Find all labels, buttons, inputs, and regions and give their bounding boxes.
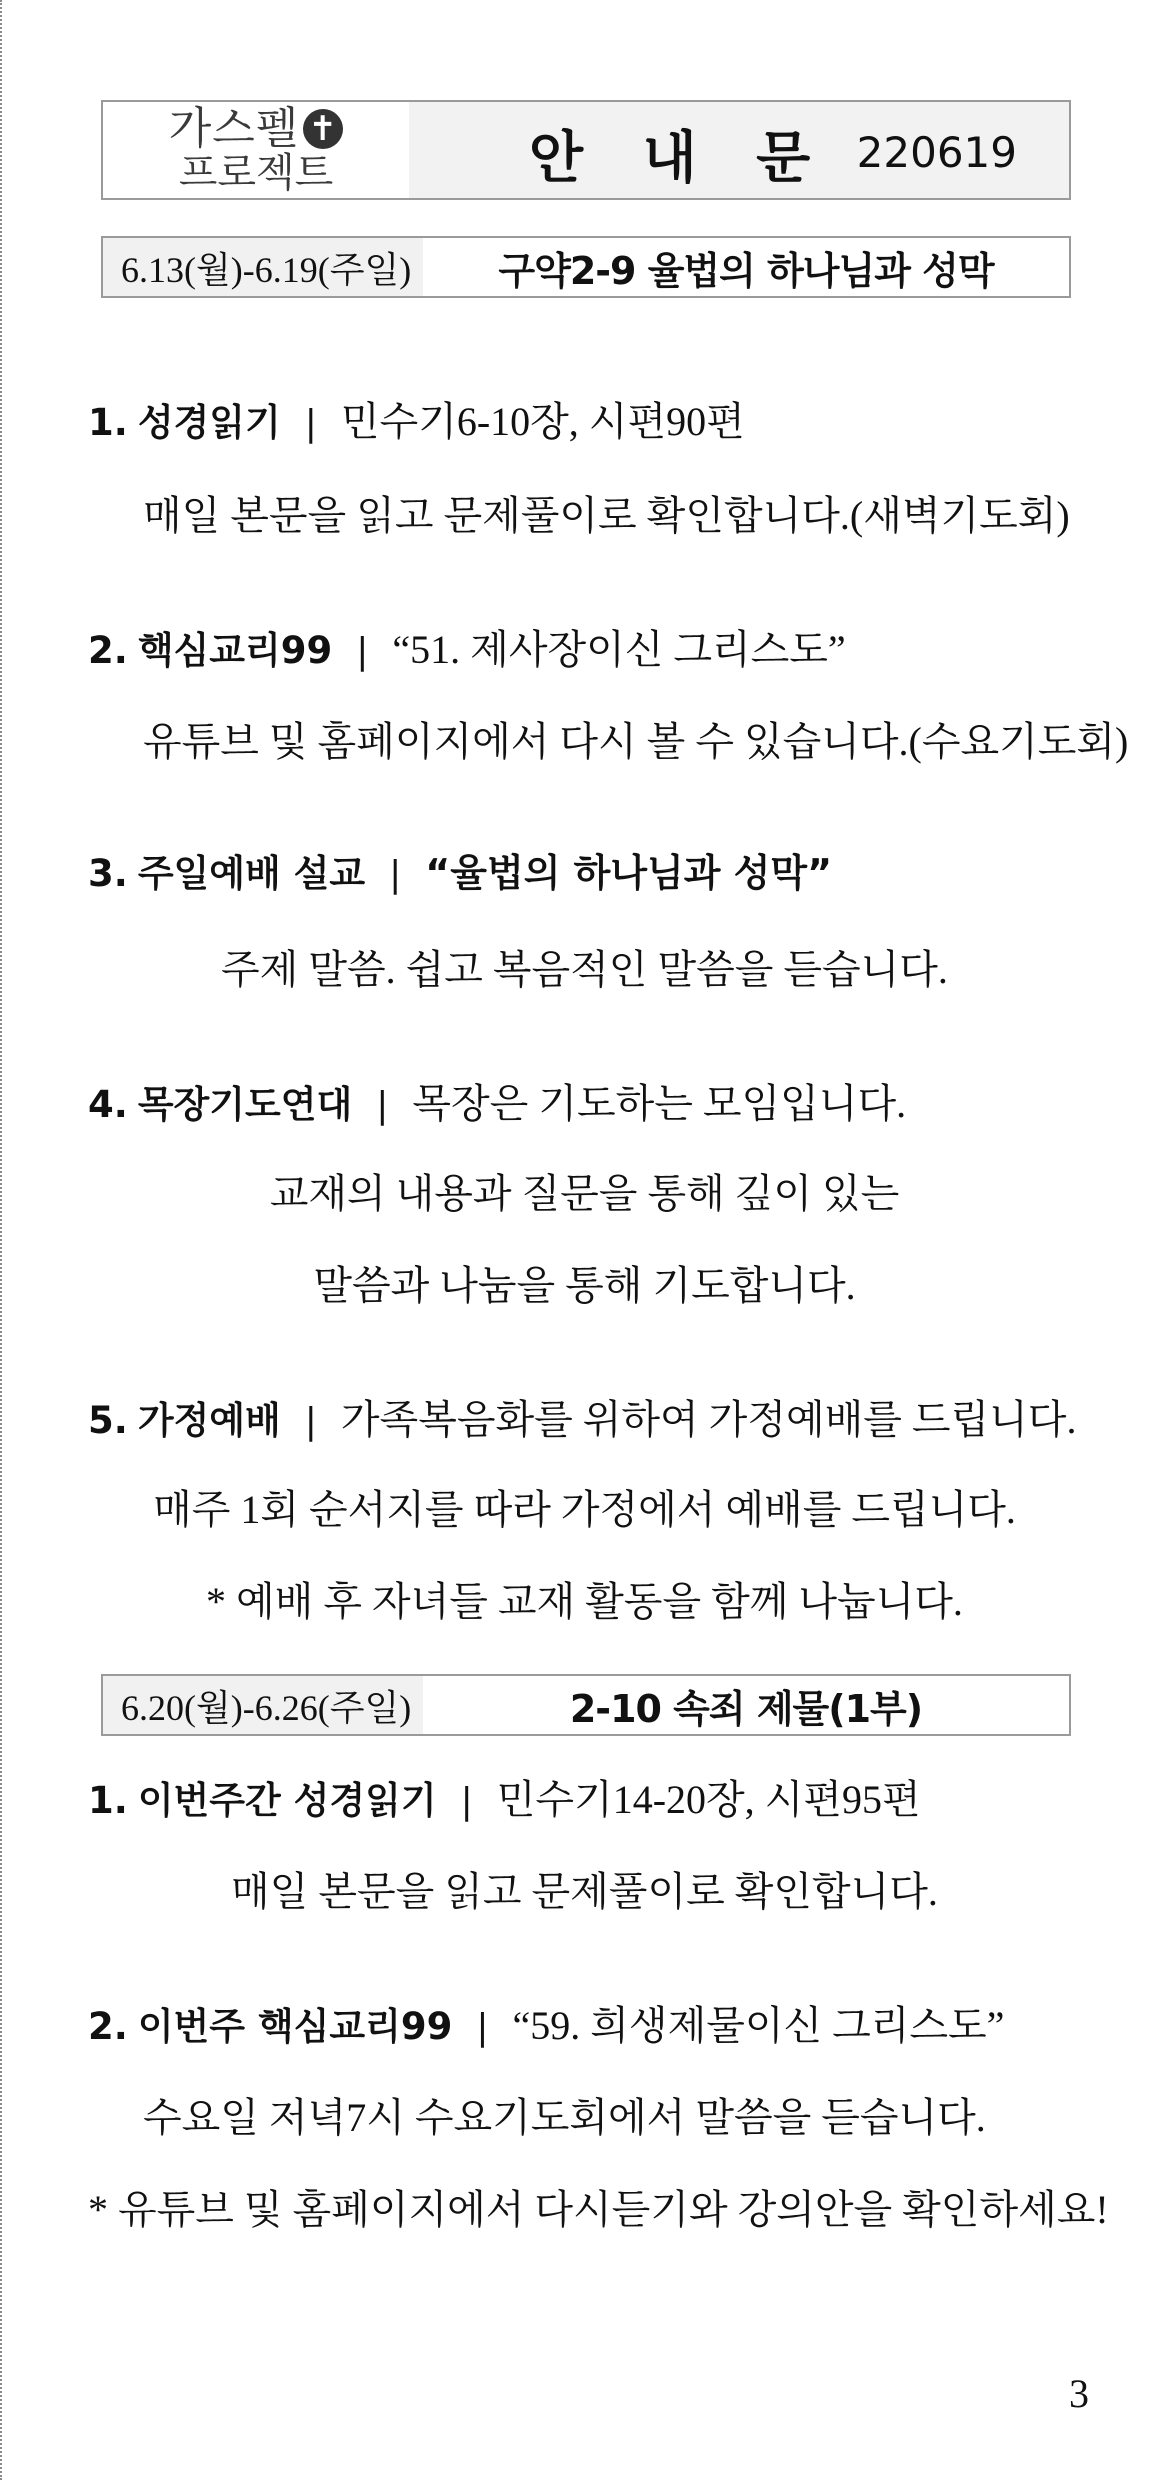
week1-item2-heading [88, 618, 846, 675]
item-separator: | [304, 1401, 317, 1442]
week1-item4-line1: 교재의 내용과 질문을 통해 깊이 있는 [269, 1171, 900, 1216]
item-separator: | [476, 2007, 489, 2048]
item-text: 가족복음화를 위하여 가정예배를 드립니다. [340, 1397, 1077, 1442]
week2-date: 6.20(월)-6.26(주일) [103, 1676, 423, 1734]
logo-top-text: 가스펠 [168, 103, 300, 154]
item-label: 성경읽기 [137, 401, 281, 444]
gospel-project-logo [103, 102, 409, 198]
week2-footnote: * 유튜브 및 홈페이지에서 다시듣기와 강의안을 확인하세요! [88, 2187, 1109, 2232]
week2-item1-heading [88, 1768, 921, 1825]
notice-title-area [409, 102, 1069, 198]
item-label: 이번주간 성경읽기 [137, 1779, 437, 1822]
logo-bottom-text: 프로젝트 [178, 150, 334, 196]
week1-item3-line1: 주제 말씀. 쉽고 복음적인 말씀을 듣습니다. [221, 947, 948, 992]
week2-bar [101, 1674, 1071, 1736]
week1-item1-line1: 매일 본문을 읽고 문제풀이로 확인합니다.(새벽기도회) [143, 493, 1070, 538]
item-separator: | [389, 854, 402, 895]
item-label: 핵심교리99 [137, 629, 333, 672]
item-number: 1. [88, 401, 128, 444]
week1-item5-heading [88, 1388, 1076, 1445]
item-separator: | [304, 403, 317, 444]
week1-item4-heading [88, 1072, 906, 1129]
week1-title: 구약2-9 율법의 하나님과 성막 [498, 248, 994, 293]
item-text: “59. 희생제물이신 그리스도” [512, 2003, 1005, 2048]
week1-item5-line2: * 예배 후 자녀들 교재 활동을 함께 나눕니다. [206, 1579, 963, 1624]
week1-item4-line2: 말씀과 나눔을 통해 기도합니다. [313, 1263, 856, 1308]
notice-header [101, 100, 1071, 200]
item-separator: | [460, 1781, 473, 1822]
cross-icon: ✝ [303, 109, 343, 149]
logo-top-row [168, 103, 344, 154]
item-label: 주일예배 설교 [137, 852, 366, 895]
week2-item1-line1: 매일 본문을 읽고 문제풀이로 확인합니다. [231, 1869, 938, 1914]
item-label: 목장기도연대 [137, 1083, 353, 1126]
page-number: 3 [1069, 2371, 1089, 2416]
week1-item5-line1: 매주 1회 순서지를 따라 가정에서 예배를 드립니다. [153, 1487, 1016, 1532]
item-text: 민수기14-20장, 시편95편 [496, 1777, 921, 1822]
week1-date: 6.13(월)-6.19(주일) [103, 238, 423, 296]
item-number: 1. [88, 1779, 128, 1822]
notice-title: 안 내 문 [529, 126, 831, 191]
item-text: “51. 제사장이신 그리스도” [392, 627, 846, 672]
week1-bar [101, 236, 1071, 298]
item-label: 이번주 핵심교리99 [137, 2005, 453, 2048]
week1-item2-line1: 유튜브 및 홈페이지에서 다시 볼 수 있습니다.(수요기도회) [143, 719, 1129, 764]
item-text: 목장은 기도하는 모임입니다. [412, 1081, 907, 1126]
item-text: 민수기6-10장, 시편90편 [340, 399, 745, 444]
week1-item1-heading [88, 390, 745, 447]
item-number: 2. [88, 2005, 128, 2048]
page-edge-divider [0, 0, 2, 2480]
item-label: 가정예배 [137, 1399, 281, 1442]
notice-code: 220619 [856, 128, 1017, 177]
item-separator: | [376, 1085, 389, 1126]
week2-title: 2-10 속죄 제물(1부) [569, 1686, 923, 1731]
week1-item3-heading [88, 842, 832, 897]
item-number: 2. [88, 629, 128, 672]
item-number: 5. [88, 1399, 128, 1442]
item-separator: | [356, 631, 369, 672]
sermon-title: “율법의 하나님과 성막” [425, 851, 833, 895]
week2-item2-line1: 수요일 저녁7시 수요기도회에서 말씀을 듣습니다. [143, 2095, 986, 2140]
week2-item2-heading [88, 1994, 1004, 2051]
item-number: 3. [88, 852, 128, 895]
item-number: 4. [88, 1083, 128, 1126]
